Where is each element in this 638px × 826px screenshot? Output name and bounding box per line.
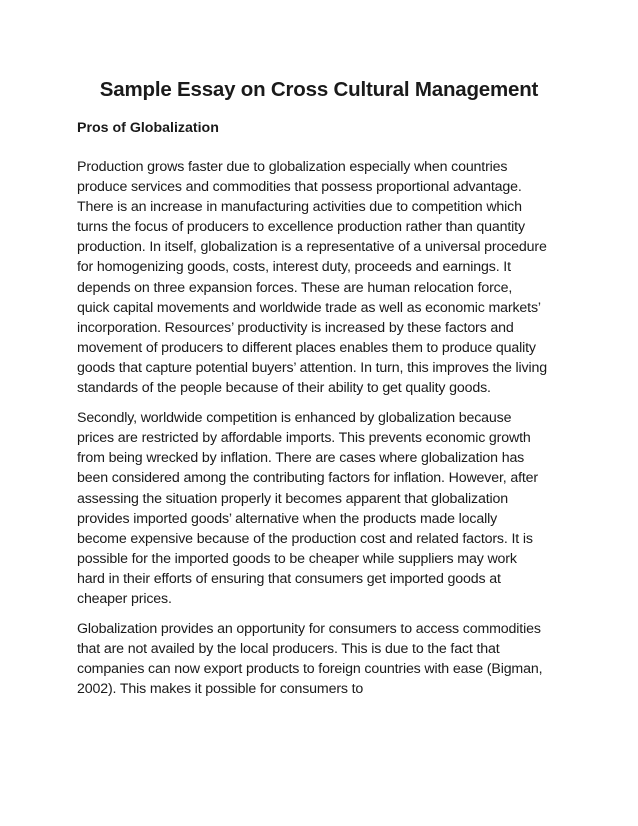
paragraph: Globalization provides an opportunity for consumers to access commodities that are not availed by the local producers. This is due to the fact that companies can now export products to foreign countries with ease (Bigman, 2002). This makes it possible for consumers to xyxy=(77,621,543,698)
document-title: Sample Essay on Cross Cultural Management xyxy=(99,78,539,101)
essay-body xyxy=(77,157,547,709)
paragraph: Production grows faster due to globalization especially when countries produce services and commodities that possess proportional advantage. There is an increase in manufacturing activities due to competition which turns the focus of producers to excellence production rather than quantity production. In itself, globalization is a representative of a universal procedure for homogenizing goods, costs, interest duty, proceeds and earnings. It depends on three expansion forces. These are human relocation force, quick capital movements and worldwide trade as well as economic markets’ incorporation. Resources’ productivity is increased by these factors and movement of producers to different places enables them to produce quality goods that capture potential buyers’ attention. In turn, this improves the living standards of the people because of their ability to get quality goods. xyxy=(77,159,547,397)
paragraph: Secondly, worldwide competition is enhanced by globalization because prices are restricted by affordable imports. This prevents economic growth from being wrecked by inflation. There are cases where globalization has been considered among the contributing factors for inflation. However, after assessing the situation properly it becomes apparent that globalization provides imported goods’ alternative when the products made locally become expensive because of the production cost and related factors. It is possible for the imported goods to be cheaper while suppliers may work hard in their efforts of ensuring that consumers get imported goods at cheaper prices. xyxy=(77,410,538,607)
section-heading: Pros of Globalization xyxy=(77,120,219,136)
